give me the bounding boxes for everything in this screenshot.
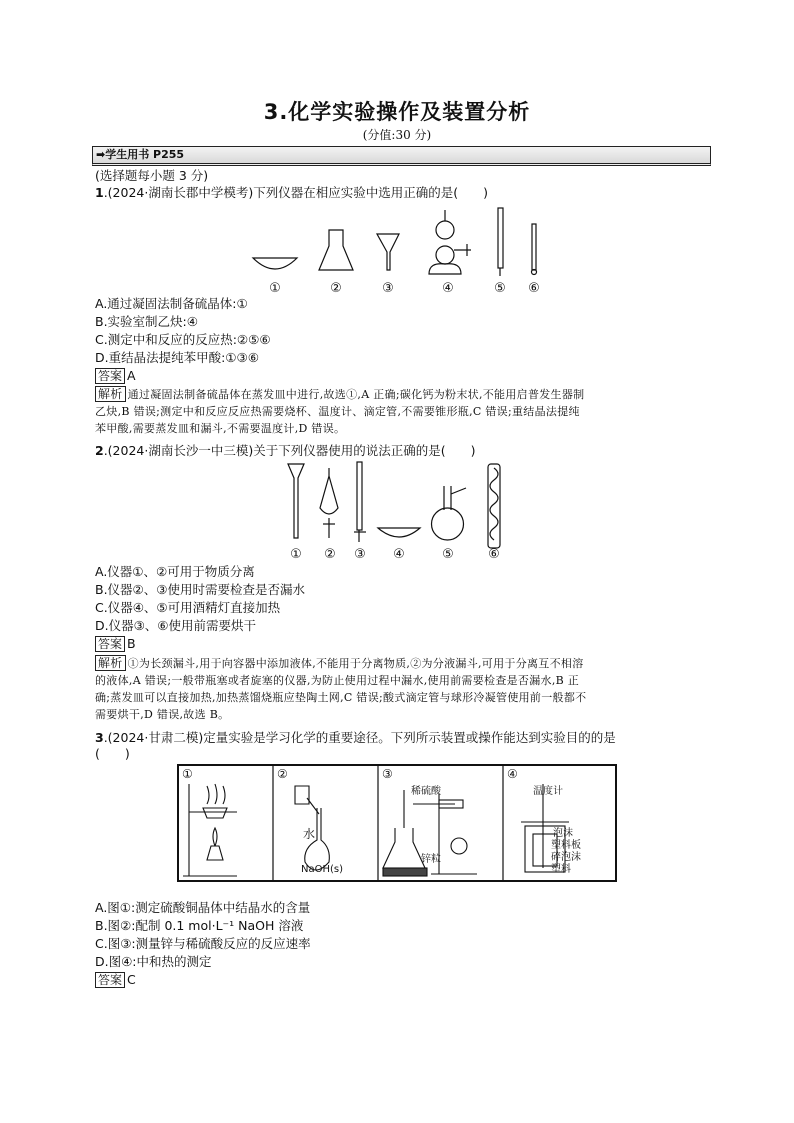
q2-label-4: ④ — [393, 547, 405, 562]
q3-label-3: ③ — [382, 767, 393, 781]
q3-thermo-label: 温度计 — [533, 786, 563, 797]
q3-answer — [95, 972, 136, 988]
explanation-tag: 解析 — [95, 386, 126, 402]
q3-number: 3 — [95, 730, 104, 745]
q3-acid-label: 稀硫酸 — [411, 786, 441, 797]
q3-water-label: 水 — [303, 827, 316, 841]
q3-figure — [177, 764, 617, 882]
q1-number: 1 — [95, 185, 104, 200]
q1-expl-line-2: 乙炔,B 错误;测定中和反应反应热需要烧杯、温度计、滴定管,不需要锥形瓶,C 错误;重结晶法提纯 — [95, 405, 580, 418]
q3-zinc-label: 锌粒 — [421, 854, 441, 865]
q1-option-a: A.通过凝固法制备硫晶体:① — [95, 296, 248, 311]
burette-icon — [498, 208, 503, 276]
evaporating-dish-icon — [378, 528, 420, 537]
crucible-heating-icon — [183, 784, 237, 876]
q2-number: 2 — [95, 443, 104, 458]
q1-answer-value: A — [127, 368, 136, 383]
thermometer-icon — [532, 224, 537, 275]
q2-expl-line-2: 的液体,A 错误;一般带瓶塞或者旋塞的仪器,为防止使用过程中漏水,使用前需要检查是否漏水,B 正 — [95, 674, 580, 687]
q1-label-3: ③ — [382, 281, 394, 296]
q3-foam-label: 泡沫 — [553, 828, 573, 839]
q1-explanation — [95, 386, 700, 437]
q3-foam2-label: 碎泡沫 — [551, 852, 581, 863]
q1-label-1: ① — [269, 281, 281, 296]
distillation-flask-icon — [432, 486, 467, 540]
q2-label-1: ① — [290, 547, 302, 562]
answer-tag: 答案 — [95, 972, 125, 988]
q2-figure — [280, 458, 520, 564]
q2-expl-line-1 — [95, 655, 700, 672]
q3-plate-label: 塑料板 — [551, 840, 581, 851]
q3-option-d: D.图④:中和热的测定 — [95, 954, 212, 969]
q2-option-c: C.仪器④、⑤可用酒精灯直接加热 — [95, 600, 281, 615]
q1-stem — [95, 185, 488, 201]
separatory-funnel-icon — [320, 468, 338, 538]
funnel-icon — [377, 234, 399, 270]
score-note: (选择题每小题 3 分) — [95, 168, 209, 183]
q1-answer — [95, 368, 136, 384]
q1-label-5: ⑤ — [494, 281, 506, 296]
q2-label-5: ⑤ — [442, 547, 454, 562]
reference-banner — [92, 146, 711, 166]
q2-answer-value: B — [127, 636, 136, 651]
q1-label-4: ④ — [442, 281, 454, 296]
q2-option-b: B.仪器②、③使用时需要检查是否漏水 — [95, 582, 305, 597]
conical-flask-icon — [319, 230, 353, 270]
page-subtitle: (分值:30 分) — [362, 128, 432, 142]
q3-label-1: ① — [182, 767, 193, 781]
q3-option-b: B.图②:配制 0.1 mol·L⁻¹ NaOH 溶液 — [95, 918, 304, 933]
q3-stem-2: ( ) — [95, 746, 130, 761]
q1-option-b: B.实验室制乙炔:④ — [95, 314, 198, 329]
evaporating-dish-icon — [253, 258, 297, 269]
kipp-generator-icon — [429, 210, 471, 274]
q3-label-2: ② — [277, 767, 288, 781]
q3-answer-value: C — [127, 972, 136, 987]
q3-naoh-label: NaOH(s) — [301, 864, 344, 875]
q1-expl-text-1: 通过凝固法制备硫晶体在蒸发皿中进行,故选①,A 正确;碳化钙为粉末状,不能用启普发生器制 — [127, 388, 585, 401]
q1-option-d: D.重结晶法提纯苯甲酸:①③⑥ — [95, 350, 259, 365]
q2-option-d: D.仪器③、⑥使用前需要烘干 — [95, 618, 257, 633]
q2-expl-text-1: ①为长颈漏斗,用于向容器中添加液体,不能用于分离物质,②为分液漏斗,可用于分离互不相溶 — [127, 657, 584, 670]
explanation-tag: 解析 — [95, 655, 126, 671]
q3-stem — [95, 730, 616, 746]
q2-label-6: ⑥ — [488, 547, 500, 562]
q1-label-2: ② — [330, 281, 342, 296]
answer-tag: 答案 — [95, 636, 125, 652]
q3-option-c: C.图③:测量锌与稀硫酸反应的反应速率 — [95, 936, 311, 951]
q1-expl-line-3: 苯甲酸,需要蒸发皿和漏斗,不需要温度计,D 错误。 — [95, 422, 346, 435]
q3-option-a: A.图①:测定硫酸铜晶体中结晶水的含量 — [95, 900, 311, 915]
banner-label: 学生用书 P255 — [105, 148, 185, 161]
coil-condenser-icon — [488, 464, 500, 548]
q1-stem-text: .(2024·湖南长郡中学模考)下列仪器在相应实验中选用正确的是( ) — [103, 185, 488, 200]
q2-label-2: ② — [324, 547, 336, 562]
q1-expl-line-1 — [95, 386, 700, 403]
page-title: 3.化学实验操作及装置分析 — [263, 100, 531, 124]
q2-expl-line-3: 确;蒸发皿可以直接加热,加热蒸馏烧瓶应垫陶土网,C 错误;酸式滴定管与球形冷凝管使用前一般都不 — [95, 691, 587, 704]
q1-figure — [245, 200, 555, 298]
q3-plastic-label: 塑料 — [551, 864, 571, 875]
q2-explanation — [95, 655, 700, 723]
answer-tag: 答案 — [95, 368, 125, 384]
q2-expl-line-4: 需要烘干,D 错误,故选 B。 — [95, 708, 230, 721]
long-neck-funnel-icon — [288, 464, 304, 538]
acid-burette-icon — [354, 462, 366, 542]
q3-label-4: ④ — [507, 767, 518, 781]
q3-stem-text: .(2024·甘肃二模)定量实验是学习化学的重要途径。下列所示装置或操作能达到实验目的的是 — [103, 730, 616, 745]
q2-stem-text: .(2024·湖南长沙一中三模)关于下列仪器使用的说法正确的是( ) — [103, 443, 476, 458]
q2-option-a: A.仪器①、②可用于物质分离 — [95, 564, 255, 579]
q1-label-6: ⑥ — [528, 281, 540, 296]
arrow-icon: ➡ — [96, 148, 106, 161]
q2-label-3: ③ — [354, 547, 366, 562]
q1-option-c: C.测定中和反应的反应热:②⑤⑥ — [95, 332, 271, 347]
q2-answer — [95, 636, 136, 652]
q2-stem — [95, 443, 475, 459]
